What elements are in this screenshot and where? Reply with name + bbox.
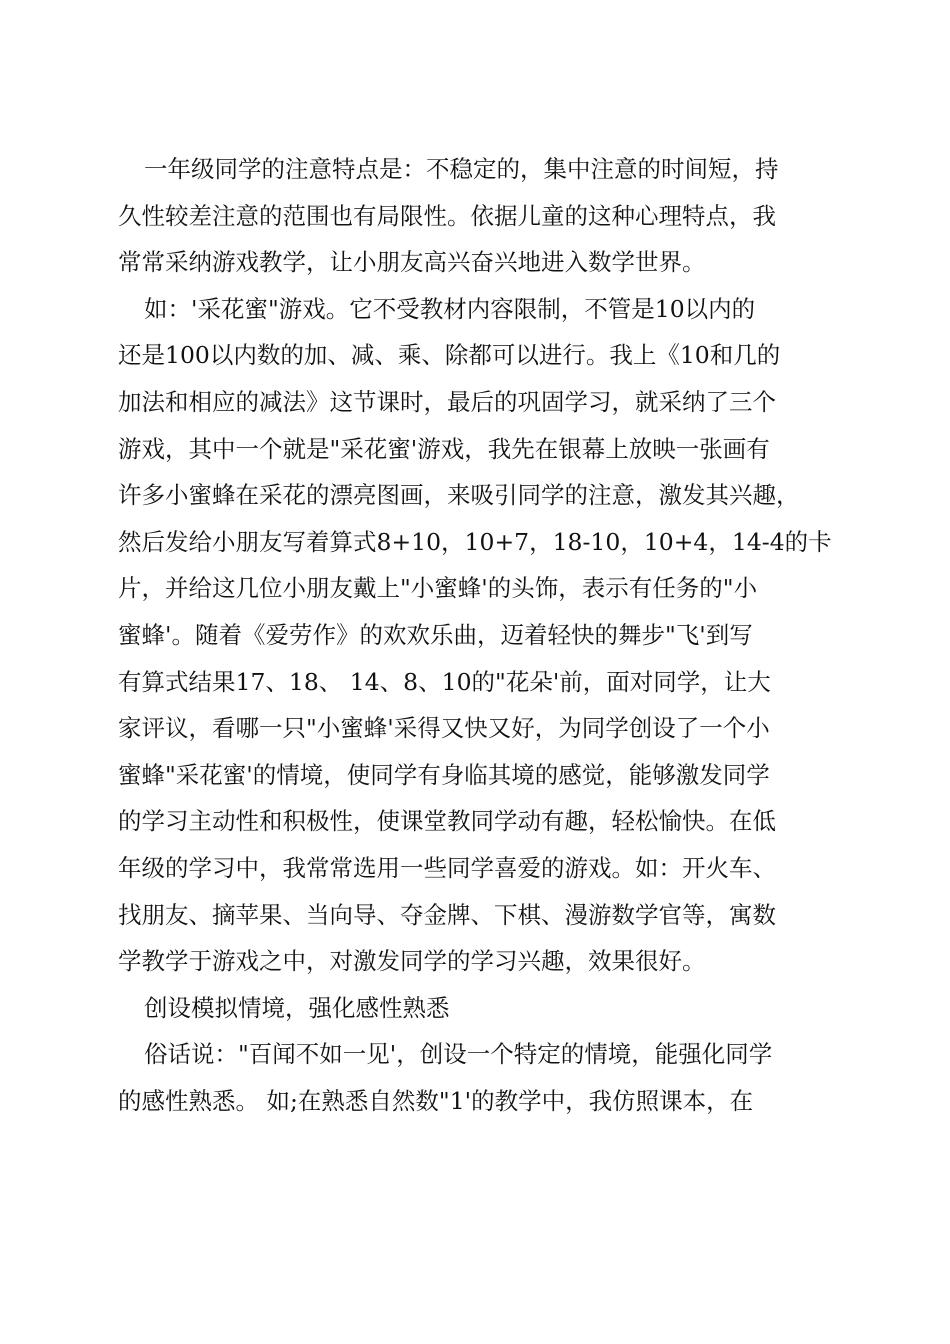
paragraph-line: 一年级同学的注意特点是：不稳定的，集中注意的时间短，持 [144,155,779,183]
paragraph-line: 俗话说："百闻不如一见'，创设一个特定的情境，能强化同学 [144,1040,773,1069]
paragraph-line: 年级的学习中，我常常选用一些同学喜爱的游戏。如：开火车、 [118,853,776,882]
paragraph-line: 学教学于游戏之中，对激发同学的学习兴趣，效果很好。 [118,947,706,976]
paragraph-line: 游戏，其中一个就是"采花蜜'游戏，我先在银幕上放映一张画有 [118,434,770,463]
paragraph-line: 家评议，看哪一只"小蜜蜂'采得又快又好，为同学创设了一个小 [118,714,770,743]
section-heading: 创设模拟情境，强化感性熟悉 [144,993,450,1022]
paragraph-line: 许多小蜜蜂在采花的漂亮图画，来吸引同学的注意，激发其兴趣， [118,481,800,510]
paragraph-line: 还是100以内数的加、减、乘、除都可以进行。我上《10和几的 [118,341,781,370]
paragraph-line: 的学习主动性和积极性，使课堂教同学动有趣，轻松愉快。在低 [118,807,776,836]
paragraph-line: 的感性熟悉。 如;在熟悉自然数"1'的教学中，我仿照课本，在 [118,1086,754,1115]
paragraph-line: 蜜蜂"采花蜜'的情境，使同学有身临其境的感觉，能够激发同学 [118,760,770,789]
paragraph-line: 然后发给小朋友写着算式8+10，10+7，18-10，10+4，14-4的卡 [118,527,832,556]
paragraph-line: 片，并给这几位小朋友戴上"小蜜蜂'的头饰，表示有任务的"小 [118,574,758,603]
paragraph-line: 有算式结果17、18、 14、8、10的"花朵'前，面对同学，让大 [118,667,771,696]
paragraph-line: 找朋友、摘苹果、当向导、夺金牌、下棋、漫游数学官等，寓数 [118,900,776,929]
paragraph-line: 久性较差注意的范围也有局限性。依据儿童的这种心理特点，我 [118,201,776,230]
document-body [118,146,840,1124]
paragraph-line: 蜜蜂'。随着《爱劳作》的欢欢乐曲，迈着轻快的舞步"飞'到写 [118,620,753,649]
paragraph-line: 常常采纳游戏教学，让小朋友高兴奋兴地进入数学世界。 [118,248,706,277]
paragraph-line: 如：'采花蜜"游戏。它不受教材内容限制，不管是10以内的 [144,294,756,323]
paragraph-line: 加法和相应的减法》这节课时，最后的巩固学习，就采纳了三个 [118,387,776,416]
